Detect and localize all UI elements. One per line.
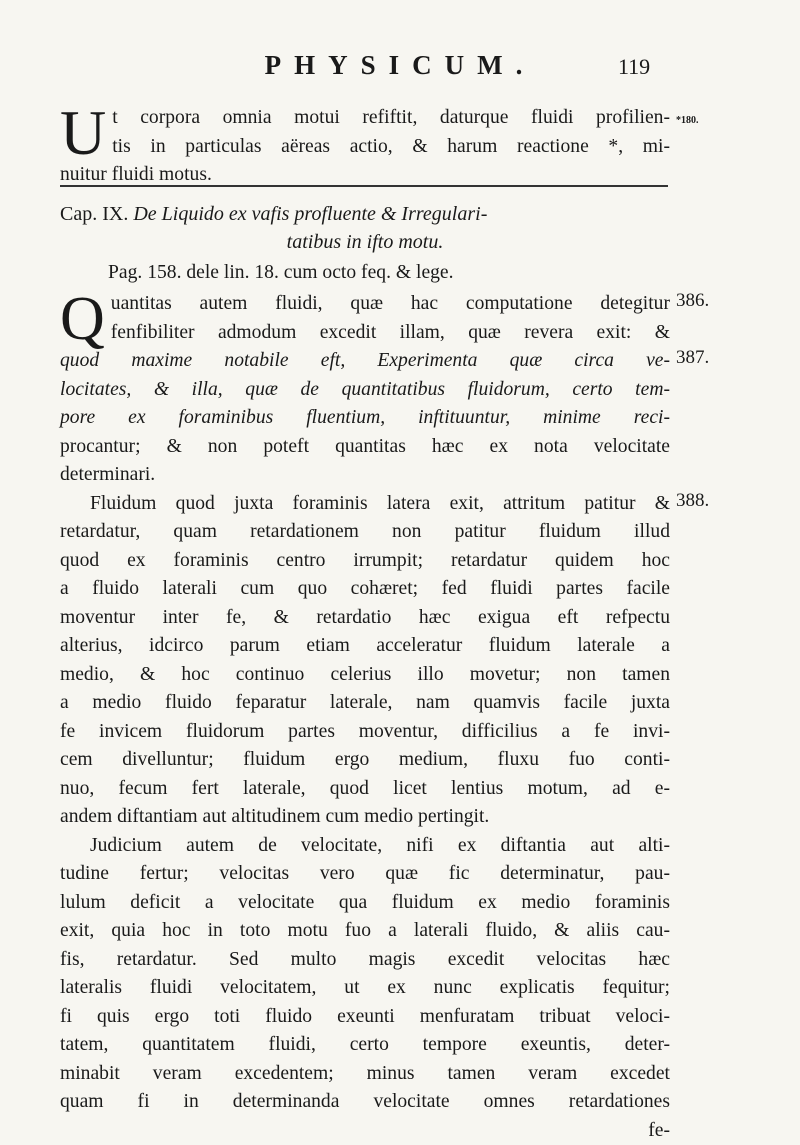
text-line: exit, quia hoc in toto motu fuo a laterali fluido, & aliis cau- <box>60 917 670 946</box>
margin-number: 388. <box>676 490 709 512</box>
text-line: Judicium autem de velocitate, nifi ex diftantia aut alti- <box>60 832 670 861</box>
text-line: minabit veram excedentem; minus tamen veram excedet <box>60 1060 670 1089</box>
text-line: locitates, & illa, quæ de quantitatibus fluidorum, certo tem- <box>60 376 670 405</box>
text-line: retardatur, quam retardationem non patitur fluidum illud <box>60 518 670 547</box>
text-line: lulum deficit a velocitate qua fluidum ex medio foraminis <box>60 889 670 918</box>
drop-cap: Q <box>60 294 105 344</box>
chapter-heading <box>60 200 670 256</box>
text-line: medio, & hoc continuo celerius illo movetur; non tamen <box>60 661 670 690</box>
section-rule <box>60 185 668 187</box>
text-line: lateralis fluidi velocitatem, ut ex nunc explicatis fequitur; <box>60 974 670 1003</box>
text-line: procantur; & non poteft quantitas hæc ex nota velocitate <box>60 433 670 462</box>
text-line: quod maxime notabile eft, Experimenta quæ circa ve- <box>60 347 670 376</box>
chapter-label: Cap. IX. <box>60 203 128 225</box>
text-line: fenfibiliter admodum excedit illam, quæ revera exit: & <box>60 319 670 348</box>
running-head: PHYSICUM. <box>0 50 800 81</box>
text-line: tis in particulas aëreas actio, & harum reactione *, mi- <box>60 133 670 162</box>
chapter-title-cont: tatibus in ifto motu. <box>60 228 670 256</box>
body-text <box>60 290 670 1145</box>
text-line: nuo, fecum fert laterale, quod licet lentius motum, ad e- <box>60 775 670 804</box>
text-line: tudine fertur; velocitas vero quæ fic determinatur, pau- <box>60 860 670 889</box>
text-line: a fluido laterali cum quo cohæret; fed fluidi partes facile <box>60 575 670 604</box>
margin-number: 386. <box>676 290 709 312</box>
text-line: nuitur fluidi motus. <box>60 161 670 190</box>
text-line: fe invicem fluidorum partes moventur, difficilius a fe invi- <box>60 718 670 747</box>
chapter-title: De Liquido ex vafis profluente & Irregulari- <box>133 203 487 225</box>
drop-cap: U <box>60 108 106 158</box>
errata-note: Pag. 158. dele lin. 18. cum octo feq. & lege. <box>108 262 454 284</box>
text-line: andem diftantiam aut altitudinem cum medio pertingit. <box>60 803 670 832</box>
text-line: tatem, quantitatem fluidi, certo tempore exeuntis, deter- <box>60 1031 670 1060</box>
text-line: t corpora omnia motui refiftit, daturque fluidi profilien- <box>60 104 670 133</box>
page-number: 119 <box>618 54 650 80</box>
text-line: fi quis ergo toti fluido exeunti menfuratam tribuat veloci- <box>60 1003 670 1032</box>
text-line: pore ex foraminibus fluentium, inftituuntur, minime reci- <box>60 404 670 433</box>
text-line: a medio fluido feparatur laterale, nam quamvis facile juxta <box>60 689 670 718</box>
footnote-marker: *180. <box>676 115 699 126</box>
text-line: Fluidum quod juxta foraminis latera exit, attritum patitur & <box>60 490 670 519</box>
text-line: fis, retardatur. Sed multo magis excedit velocitas hæc <box>60 946 670 975</box>
text-line: uantitas autem fluidi, quæ hac computatione detegitur <box>60 290 670 319</box>
text-line: cem divelluntur; fluidum ergo medium, fluxu fuo conti- <box>60 746 670 775</box>
text-line: alterius, idcirco parum etiam acceleratur fluidum laterale a <box>60 632 670 661</box>
margin-number: 387. <box>676 347 709 369</box>
text-line: determinari. <box>60 461 670 490</box>
opening-paragraph <box>60 104 670 190</box>
text-line: quod ex foraminis centro irrumpit; retardatur quidem hoc <box>60 547 670 576</box>
text-line: moventur inter fe, & retardatio hæc exigua eft refpectu <box>60 604 670 633</box>
catchword: fe- <box>60 1117 670 1145</box>
text-line: quam fi in determinanda velocitate omnes retardationes <box>60 1088 670 1117</box>
